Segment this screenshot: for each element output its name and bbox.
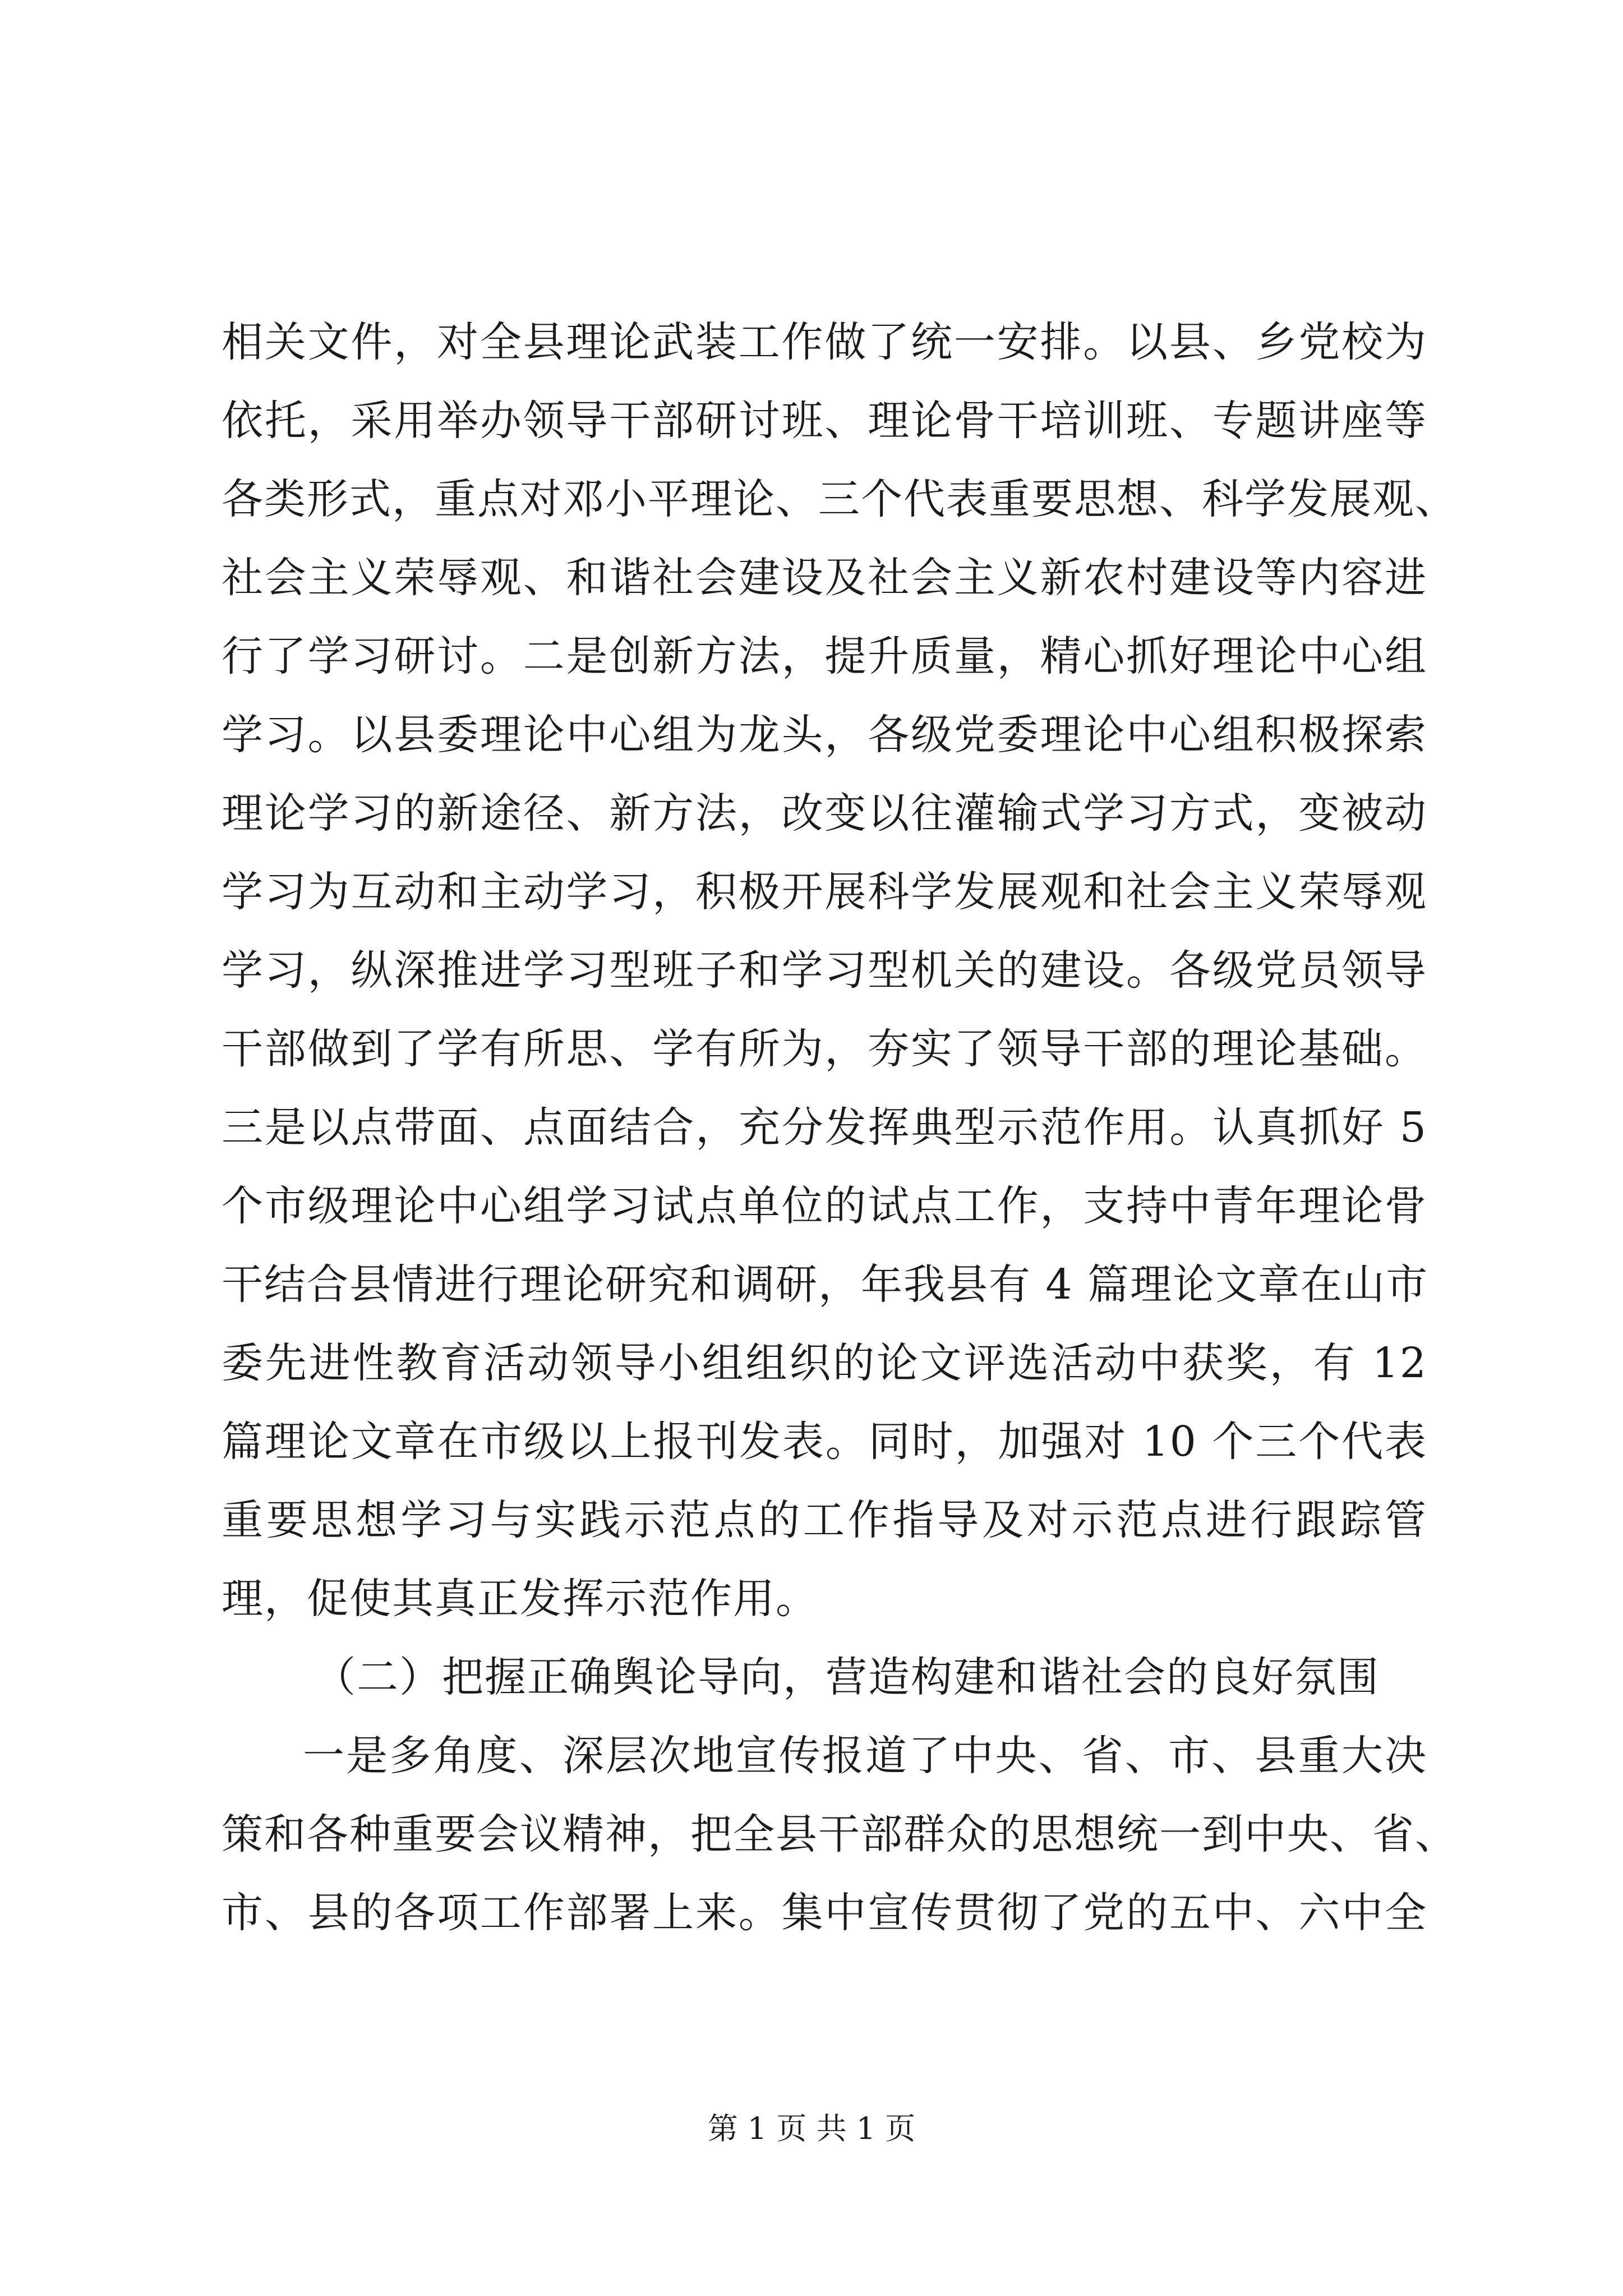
text-line: 干结合县情进行理论研究和调研，年我县有 4 篇理论文章在山市 [222,1260,1429,1309]
text-line: 重要思想学习与实践示范点的工作指导及对示范点进行跟踪管 [222,1496,1427,1544]
text-line: 学习，纵深推进学习型班子和学习型机关的建设。各级党员领导 [222,946,1427,995]
text-line: 社会主义荣辱观、和谐社会建设及社会主义新农村建设等内容进 [222,554,1427,602]
text-line: 理，促使其真正发挥示范作用。 [222,1575,818,1623]
section-heading: （二）把握正确舆论导向，营造构建和谐社会的良好氛围 [314,1653,1380,1701]
text-line: 市、县的各项工作部署上来。集中宣传贯彻了党的五中、六中全 [222,1889,1427,1937]
page-number-footer: 第 1 页 共 1 页 [707,2111,916,2146]
text-line: 委先进性教育活动领导小组组织的论文评选活动中获奖，有 12 [222,1339,1427,1387]
text-line: 三是以点带面、点面结合，充分发挥典型示范作用。认真抓好 5 [222,1103,1427,1152]
text-line: 篇理论文章在市级以上报刊发表。同时，加强对 10 个三个代表 [222,1418,1427,1466]
text-line: 理论学习的新途径、新方法，改变以往灌输式学习方式，变被动 [222,789,1427,838]
text-line: 一是多角度、深层次地宣传报道了中央、省、市、县重大决 [303,1732,1427,1780]
text-line: 学习为互动和主动学习，积极开展科学发展观和社会主义荣辱观 [222,868,1427,916]
text-line: 行了学习研讨。二是创新方法，提升质量，精心抓好理论中心组 [222,632,1427,680]
text-line: 干部做到了学有所思、学有所为，夯实了领导干部的理论基础。 [222,1025,1427,1073]
text-line: 相关文件，对全县理论武装工作做了统一安排。以县、乡党校为 [222,318,1427,366]
text-line: 依托，采用举办领导干部研讨班、理论骨干培训班、专题讲座等 [222,397,1427,445]
text-line: 个市级理论中心组学习试点单位的试点工作，支持中青年理论骨 [222,1182,1427,1230]
text-line: 各类形式，重点对邓小平理论、三个代表重要思想、科学发展观、 [222,475,1458,523]
text-line: 策和各种重要会议精神，把全县干部群众的思想统一到中央、省、 [222,1810,1458,1858]
text-line: 学习。以县委理论中心组为龙头，各级党委理论中心组积极探索 [222,711,1427,759]
